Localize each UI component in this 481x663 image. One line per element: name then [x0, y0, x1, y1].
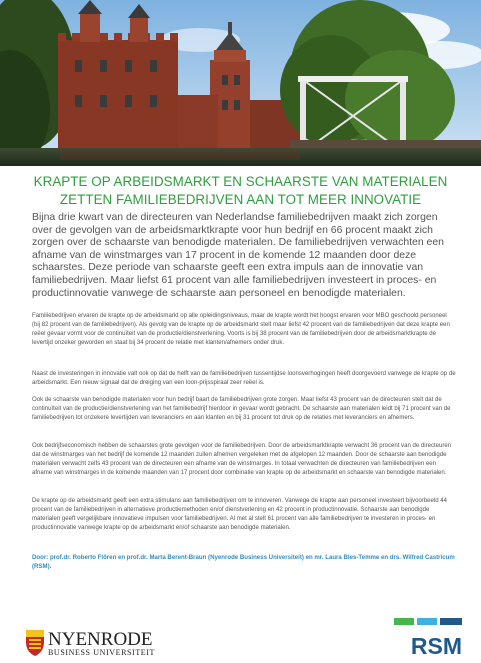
- rsm-green-bar: [394, 618, 414, 625]
- nyenrode-logo: [25, 628, 195, 657]
- castle-photo: [0, 0, 481, 166]
- nyenrode-subline: BUSINESS UNIVERSITEIT: [48, 648, 156, 657]
- rsm-blue-bar: [440, 618, 462, 625]
- page-title-line-1: KRAPTE OP ARBEIDSMARKT EN SCHAARSTE VAN MATERIALEN: [33, 174, 448, 189]
- rsm-wordmark: RSM: [410, 633, 462, 658]
- body-paragraph: De krapte op de arbeidsmarkt geeft een extra stimulans aan familiebedrijven om te innoveren. Vanwege de krapte aan personeel investeert bijvoorbeeld 44 procent van de familiebedrijven in alternatieve productiemethoden en/of dienstverlening en 42 procent in productinnovatie. Schaarste aan benodigde materialen geeft vergelijkbare innovatieve impulsen voor familiebedrijven. Al met al stelt 61 procent van alle familiebedrijven te investeren in proces- en productinnovatie vanwege krapte op de arbeidsmarkt en/of schaarste aan benodigde materialen.: [32, 498, 448, 532]
- body-paragraph: Ook de schaarste van benodigde materialen voor hun bedrijf baart de familiebedrijven grote zorgen. Maar liefst 43 procent van de directeuren stelt dat de continuïteit van de productie/dienstverlening van het familiebedrijf hierdoor in gevaar wordt gebracht. De schaarste aan materialen leidt bij 71 procent van de familiebedrijven tot onzekere levertijden van leveranciers en aan klanten en bij 31 procent tot druk op de relaties met leveranciers en afnemers.: [32, 397, 451, 422]
- body-paragraph: Naast de investeringen in innovatie valt ook op dat de helft van de familiebedrijven tussentijdse loonsverhogingen heeft doorgevoerd vanwege de krapte op de arbeidsmarkt. Een nieuw signaal dat de dreiging van een loon-prijsspiraal zeer reëel is.: [32, 371, 456, 387]
- nyenrode-wordmark: NYENRODE: [48, 629, 153, 650]
- lead-paragraph: Bijna drie kwart van de directeuren van Nederlandse familiebedrijven maakt zich zorgen over de gevolgen van de arbeidsmarktkrapte voor hun bedrijf en 66 procent maakt zich zorgen over de schaarste van benodigde materialen. De familiebedrijven verwachten een afname van de winstmarges van 17 procent in de komende 12 maanden door deze schaarstes. Deze periode van schaarste geeft een extra impuls aan de innovatie van familiebedrijven. Maar liefst 61 procent van alle familiebedrijven investeert in proces- en productinnovatie vanwege de schaarste aan personeel en benodigde materialen.: [32, 212, 444, 299]
- body-paragraph: Familiebedrijven ervaren de krapte op de arbeidsmarkt op alle opleidingsniveaus, maar de krapte wordt het hoogst ervaren voor MBO geschoold personeel (bij 82 procent van de familiebedrijven). Als gevolg van de krapte op de arbeidsmarkt stelt maar liefst 42 procent van de familiebedrijven dat deze krapte een reëel gevaar vormt voor de continuïteit van de productie/dienstverlening. Voorts is bij 38 procent van de familiebedrijven door de arbeidsmarktkrapte de levertijd onzeker geworden en staat bij 34 procent de relatie met klanten/afnemers onder druk.: [32, 313, 450, 347]
- authors-credit: Door: prof.dr. Roberto Flören en prof.dr. Marta Berent-Braun (Nyenrode Business Universiteit) en mr. Laura Bles-Temme en drs. Wilfred Castricum (RSM).: [32, 554, 455, 571]
- rsm-logo: [394, 618, 464, 658]
- nyenrode-crest-icon: [26, 630, 44, 656]
- rsm-cyan-bar: [417, 618, 437, 625]
- page-title-line-2: ZETTEN FAMILIEBEDRIJVEN AAN TOT MEER INNOVATIE: [59, 192, 422, 207]
- body-paragraph: Ook bedrijfseconomisch hebben de schaarstes grote gevolgen voor de familiebedrijven. Door de arbeidsmarktkrapte verwacht 36 procent van de directeuren dat de winstmarges van het bedrijf de komende 12 maanden zullen afnemen vergeleken met de afgelopen 12 maanden. Door de schaarste aan benodigde materialen verwacht zelfs 43 procent van de directeuren een afname van de winstmarges. In totaal verwachten de directeuren van familiebedrijven een afname van winstmarges in de komende maanden van 17 procent door combinatie van krapte op de arbeidsmarkt en schaarste van benodigde materialen.: [32, 443, 452, 477]
